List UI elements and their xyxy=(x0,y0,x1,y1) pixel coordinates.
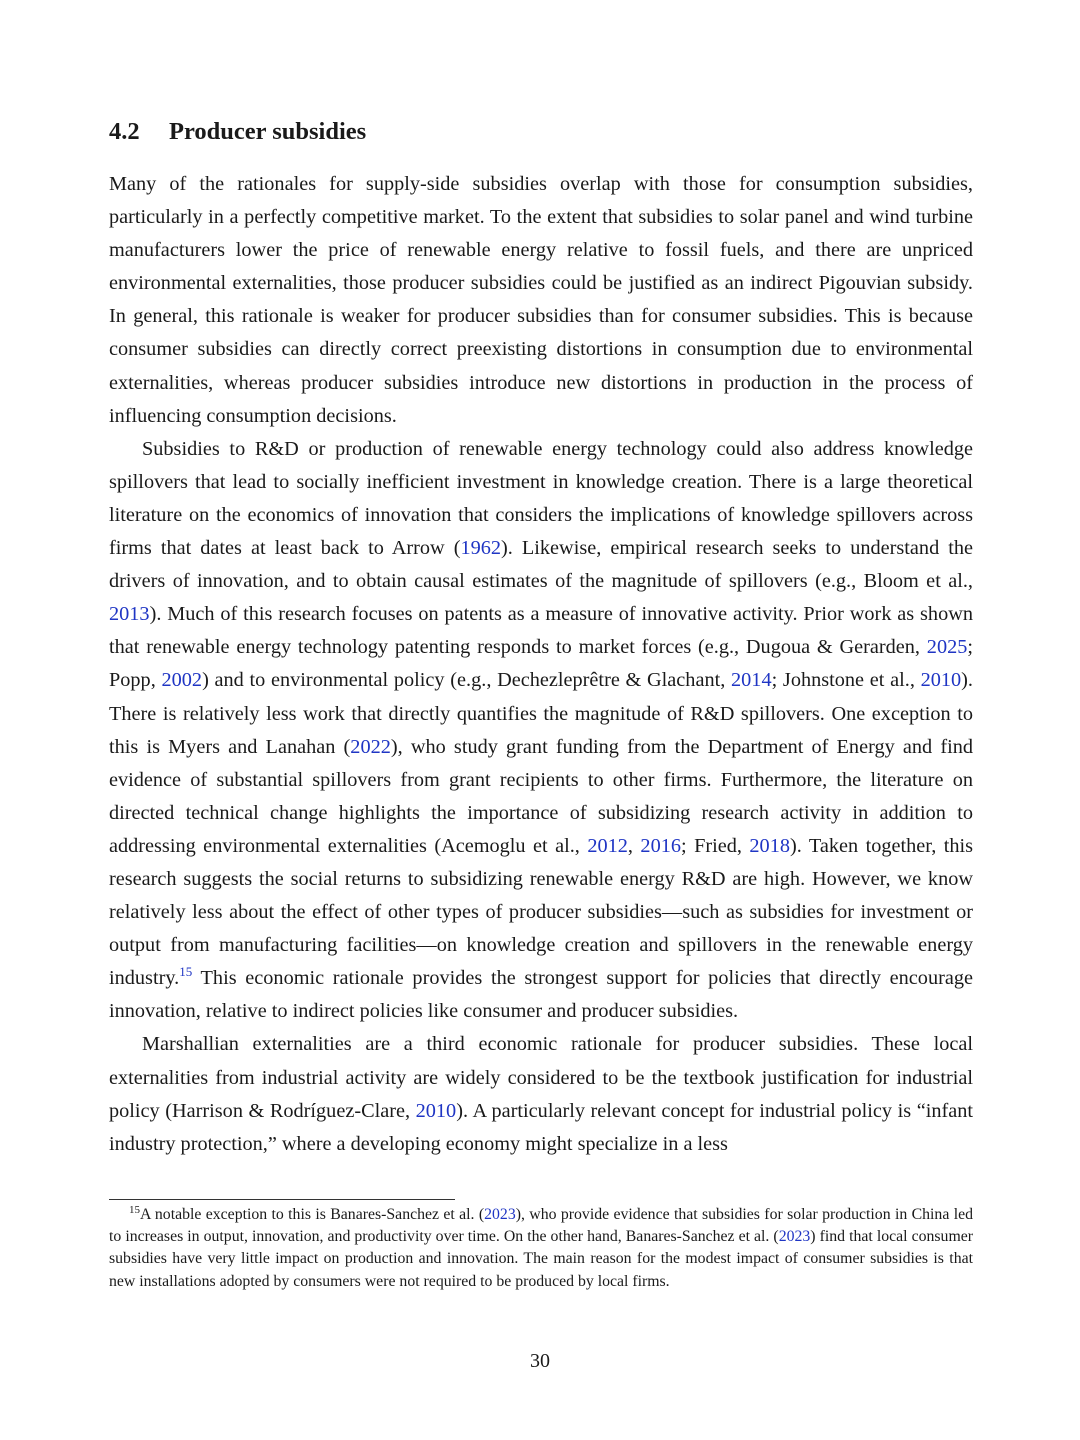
citation-link[interactable]: 2023 xyxy=(484,1206,516,1223)
citation-link[interactable]: 2014 xyxy=(731,669,772,692)
text-run: , xyxy=(627,834,641,857)
text-run: ), who provide evidence that subsidies for solar production in China led to increases in output, innovation, and productivity over time. On the other hand, Banares-Sanchez et al. ( xyxy=(109,1206,973,1246)
citation-link[interactable]: 2022 xyxy=(350,735,391,758)
footnote-divider xyxy=(109,1199,455,1200)
text-run: ). Taken together, this research suggests the social returns to subsidizing renewable energy R&D are high. However, we know relatively less about the effect of other types of producer subsidies—such as subsidies for investment or output from manufacturing facilities—on knowledge creation and spillovers in the renewable energy industry. xyxy=(109,834,974,990)
text-run: ). There is relatively less work that directly quantifies the magnitude of R&D spillovers. One exception to this is Myers and Lanahan ( xyxy=(109,669,973,758)
citation-link[interactable]: 2002 xyxy=(161,669,203,692)
text-run: ; Fried, xyxy=(680,834,750,857)
section-number: 4.2 xyxy=(109,118,140,145)
page-number: 30 xyxy=(530,1350,550,1372)
paragraph-1: Many of the rationales for supply-side subsidies overlap with those for consumption subsidies, particularly in a perfectly competitive market. To the extent that subsidies to solar panel and wind turbine manufacturers lower the price of renewable energy relative to fossil fuels, and there are unpriced environmental externalities, those producer subsidies could be justified as an indirect Pigouvian subsidy. In general, this rationale is weaker for producer subsidies than for consumer subsidies. This is because consumer subsidies can directly correct preexisting distortions in consumption due to environmental externalities, whereas producer subsidies introduce new distortions in production in the process of influencing consumption decisions. xyxy=(109,173,973,427)
section-heading xyxy=(109,112,973,152)
citation-link[interactable]: 1962 xyxy=(460,537,502,560)
citation-link[interactable]: 2018 xyxy=(749,834,790,857)
text-run: ). A particularly relevant concept for industrial policy is “infant industry protection,” where a developing economy might specialize in a less xyxy=(109,1099,974,1155)
footnote-ref-link[interactable]: 15 xyxy=(179,964,193,980)
footnote xyxy=(109,1204,973,1293)
text-run: This economic rationale provides the strongest support for policies that directly encourage innovation, relative to indirect policies like consumer and producer subsidies. xyxy=(109,967,973,1023)
citation-link[interactable]: 2016 xyxy=(640,834,681,857)
text-run: ). Much of this research focuses on patents as a measure of innovative activity. Prior work as shown that renewable energy technology patenting responds to market forces (e.g., Dugoua & Gerarden, xyxy=(109,603,973,659)
text-run: ), who study grant funding from the Department of Energy and find evidence of substantial spillovers from grant recipients to other firms. Furthermore, the literature on directed technical change highlights the importance of subsidizing research activity in addition to addressing environmental externalities (Acemoglu et al., xyxy=(109,735,974,857)
text-run: ) and to environmental policy (e.g., Dechezleprêtre & Glachant, xyxy=(202,669,732,692)
text-run: ). Likewise, empirical research seeks to understand the drivers of innovation, and to obtain causal estimates of the magnitude of spillovers (e.g., Bloom et al., xyxy=(109,537,974,593)
citation-link[interactable]: 2012 xyxy=(587,834,628,857)
paragraph-3 xyxy=(109,1028,973,1160)
citation-link[interactable]: 2010 xyxy=(415,1099,457,1122)
text-run: Marshallian externalities are a third economic rationale for producer subsidies. These local externalities from industrial activity are widely considered to be the textbook justification for industrial policy (Harrison & Rodríguez-Clare, xyxy=(109,1033,973,1122)
citation-link[interactable]: 2010 xyxy=(920,669,962,692)
citation-link[interactable]: 2013 xyxy=(109,603,150,626)
text-run: ) find that local consumer subsidies have very little impact on production and innovation. The main reason for the modest impact of consumer subsidies is that new installations adopted by consumers were not required to be produced by local firms. xyxy=(109,1228,973,1290)
citation-link[interactable]: 2023 xyxy=(778,1228,811,1246)
text-run: A notable exception to this is Banares-Sanchez et al. ( xyxy=(140,1206,485,1223)
text-run: ; Johnstone et al., xyxy=(771,669,921,692)
text-run: Subsidies to R&D or production of renewable energy technology could also address knowledge spillovers that lead to socially inefficient investment in knowledge creation. There is a large theoretical literature on the economics of innovation that considers the implications of knowledge spillovers across firms that dates at least back to Arrow ( xyxy=(109,437,973,560)
footnote-mark: 15 xyxy=(129,1204,140,1216)
citation-link[interactable]: 2025 xyxy=(926,636,968,659)
page-body xyxy=(109,112,973,1161)
section-title: Producer subsidies xyxy=(169,118,367,145)
text-run: ; Popp, xyxy=(109,636,973,692)
footnote-ref[interactable] xyxy=(179,964,192,979)
paragraph-2 xyxy=(109,433,973,1029)
